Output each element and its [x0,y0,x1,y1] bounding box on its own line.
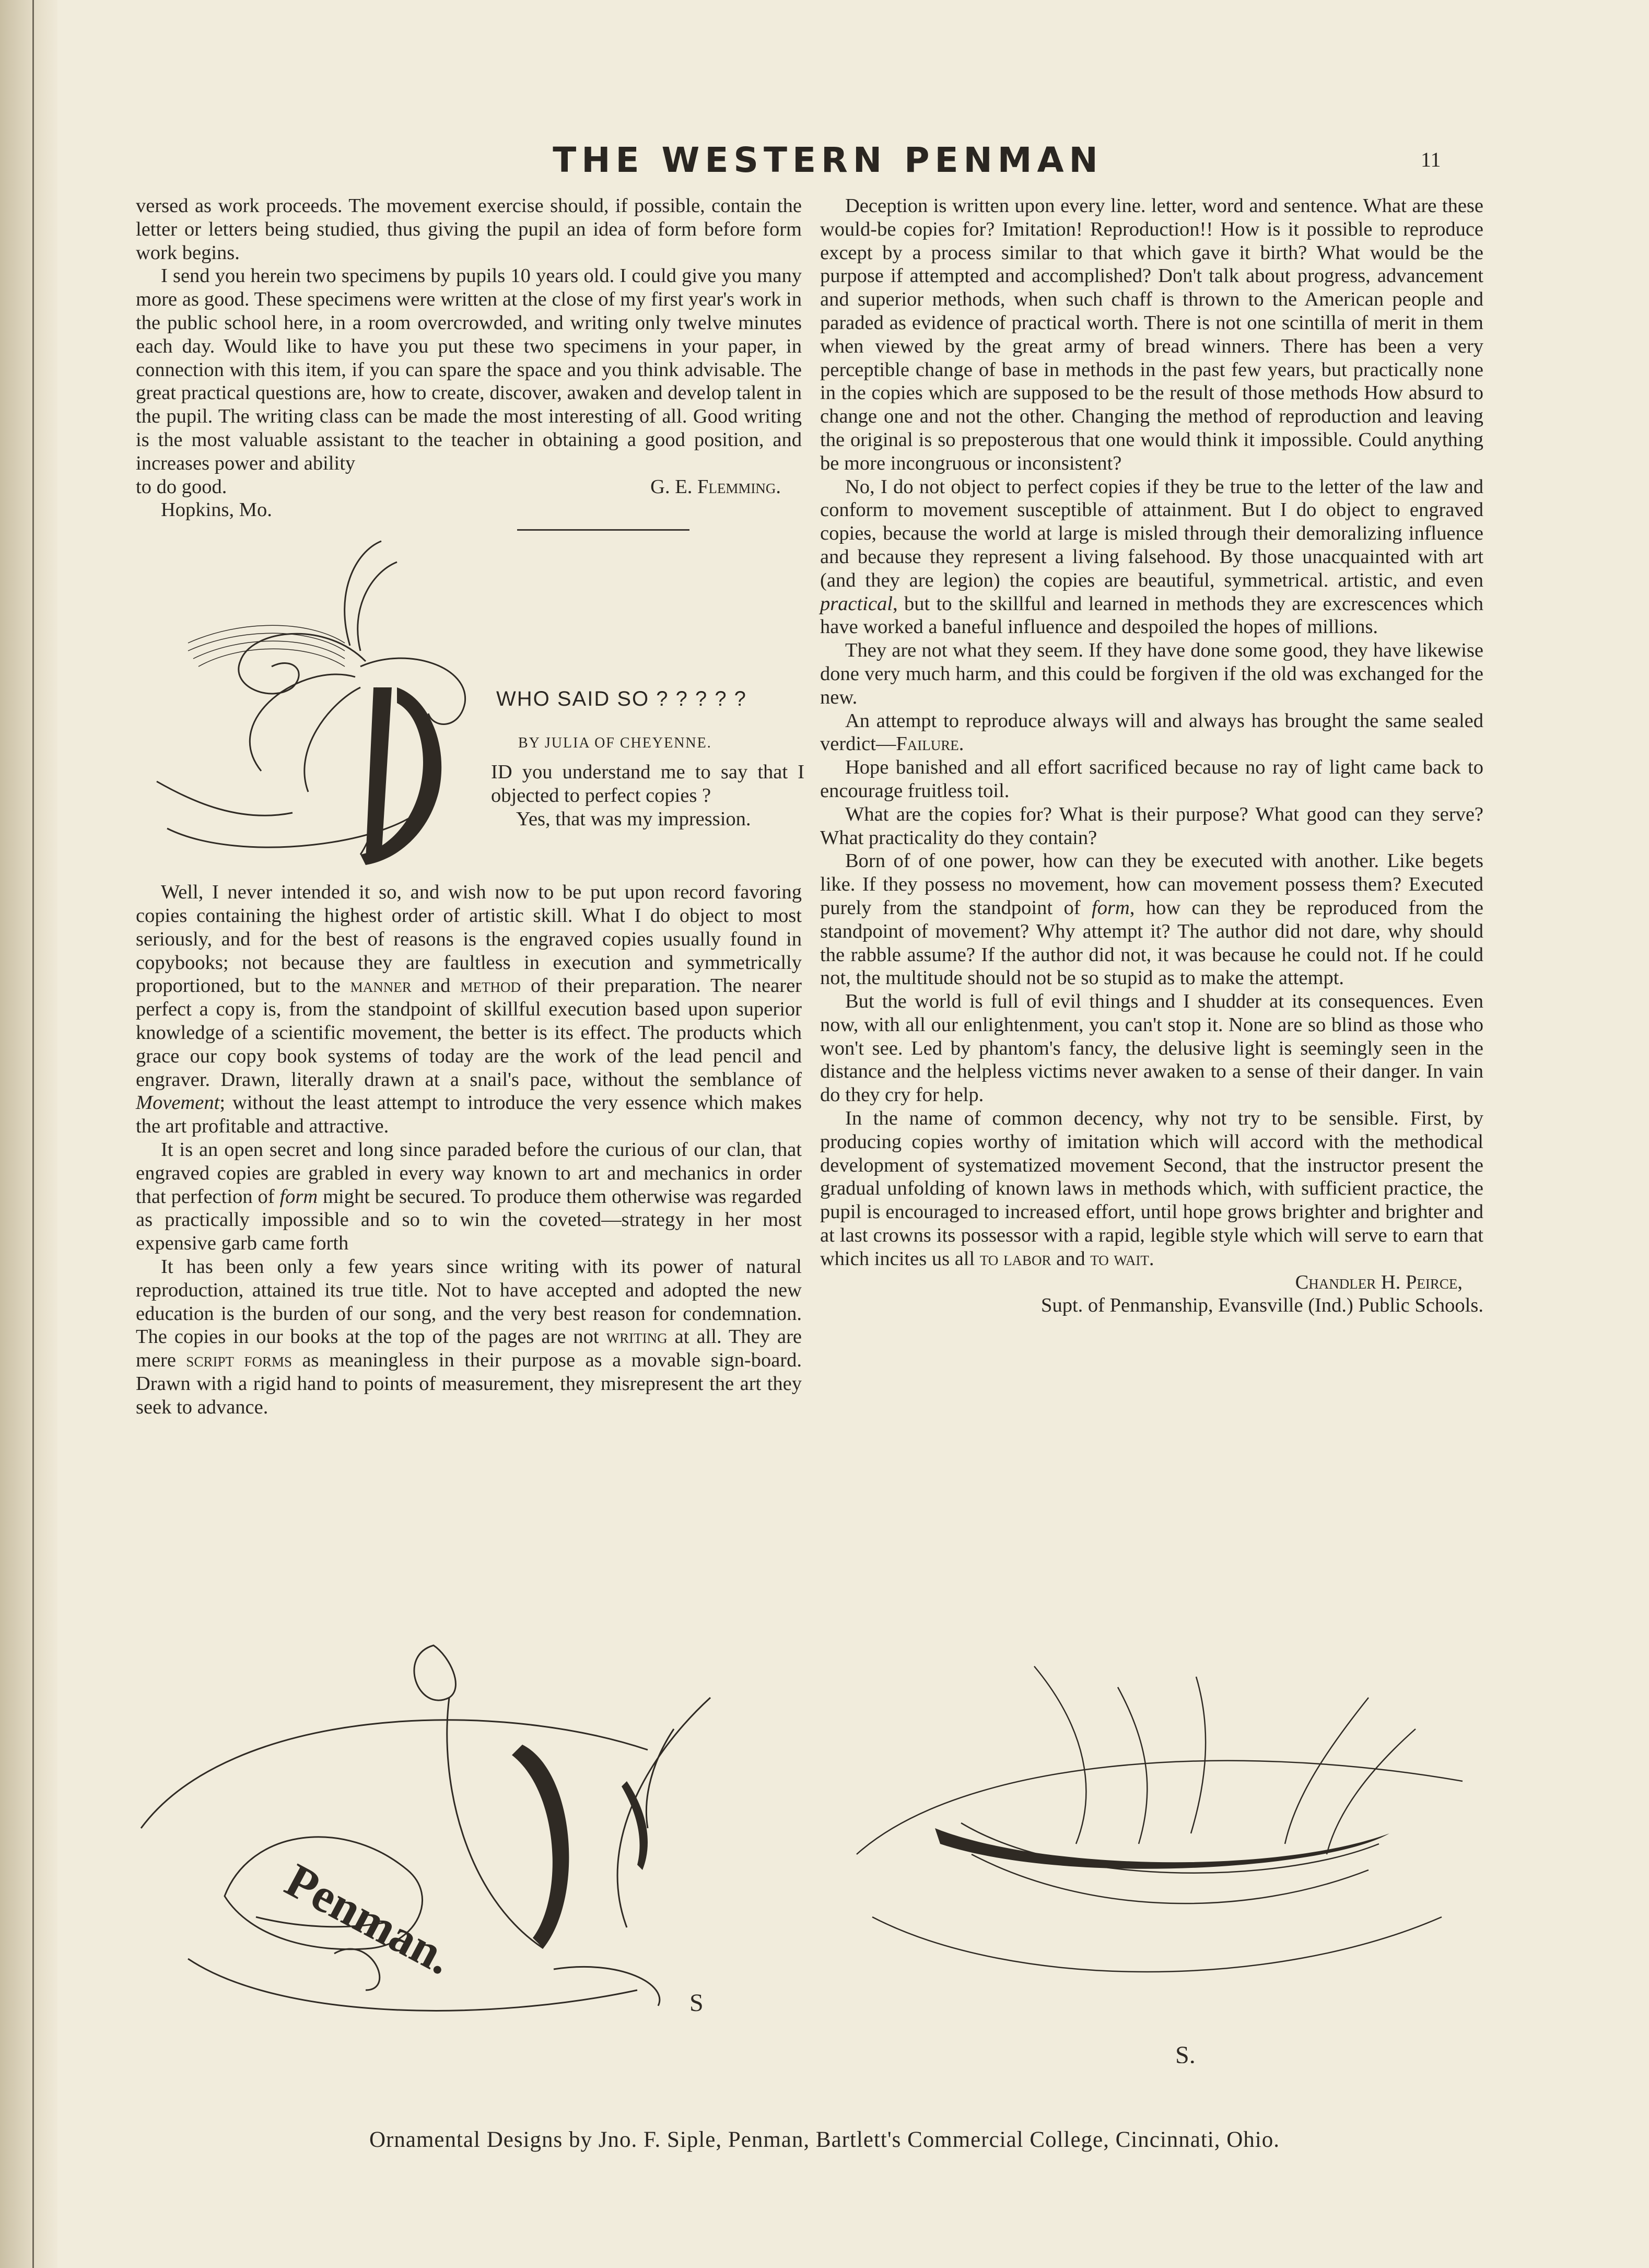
text-run: Born of of one power, how can they be executed with another. Like begets like. If they possess no movement, how can movement possess them? Executed purely from the standpoint of [820,850,1483,919]
italic-text: Movement [136,1092,220,1114]
emphasis-text: to wait. [1090,1247,1154,1270]
paragraph: They are not what they seem. If they have done some good, they have likewise done very much harm, and this could be forgiven if the old was exchanged for the new. [820,639,1483,708]
text-run: , how can they be reproduced from the standpoint of movement? Why attempt it? The author did not dare, why should the rabble assume? If the author did not, it was because he could not. If he could not, the multitude should not be so stupid as to make the attempt. [820,896,1483,989]
italic-text: practical [820,592,893,615]
penman-lettering: Penman. [277,1853,462,1985]
left-column [136,194,802,1419]
text-run: as meaningless in their purpose as a movable sign-board. Drawn with a rigid hand to points of measurement, they misrepresent the art they seek to advance. [136,1349,802,1418]
text-run: might be secured. To produce them otherwise was regarded as practically impossible and so to win the coveted—strategy in her most expensive garb came forth [136,1185,802,1255]
paragraph [136,881,802,1138]
gutter-edge [32,0,34,2268]
text-run: No, I do not object to perfect copies if they be true to the letter of the law and conform to movement susceptible of attainment. But I do object to engraved copies, because the world at large is misled through their demoralizing influence and because they represent a living falsehood. By those unacquainted with art (and they are legion) the copies are beautiful, symmetrical. artistic, and even [820,475,1483,591]
paragraph [820,849,1483,990]
signature-peirce: Chandler H. Peirce, [1295,1271,1463,1293]
text-run: It is an open secret and long since paraded before the curious of our clan, that engraved copies are grabled in every way known to art and mechanics in order that perfection of [136,1138,802,1208]
signoff-line [136,475,802,499]
signature-right: S. [1175,2041,1196,2063]
signature-title: Supt. of Penmanship, Evansville (Ind.) Public Schools. [1041,1294,1483,1317]
masthead-title: THE WESTERN PENMAN [553,140,1103,180]
text-run: ; without the least attempt to introduce the very essence which makes the art profitable and attractive. [136,1092,802,1138]
paragraph [820,475,1483,639]
paragraph: What are the copies for? What is their purpose? What good can they serve? What practicality do they contain? [820,803,1483,849]
text-run: and [1056,1247,1085,1270]
article-title: WHO SAID SO ? ? ? ? ? [496,687,747,711]
italic-text: form [1092,896,1130,919]
text-run: An attempt to reproduce always will and always has brought the same sealed verdict— [820,709,1483,755]
article-opening [136,531,802,881]
paragraph: Yes, that was my impression. [516,808,751,830]
bird-flourish-icon [857,1666,1463,1972]
text-run: , but to the skillful and learned in methods they are excrescences which have worked a baneful influence and despoiled the hopes of millions. [820,592,1483,638]
page-header [0,140,1649,187]
italic-text: form [279,1185,318,1208]
text-run: Well, I never intended it so, and wish now to be put upon record favoring copies containing the highest order of artistic skill. What I do object to most seriously, and for the best of reasons is the engraved copies usually found in copybooks; not because they are faultless in execution and symmetrically proportioned, but to the [136,881,802,997]
flourished-initial-d-icon [136,531,501,881]
emphasis-text: writing [606,1326,668,1348]
paragraph: I send you herein two specimens by pupils 10 years old. I could give you many more as good. These specimens were written at the close of my first year's work in the public school here, in a room overcrowded, and writing only twelve minutes each day. Would like to have you put these two specimens in your paper, in connection with this item, if you can spare the space and you think advisable. The great practical questions are, how to create, discover, awaken and develop talent in the pupil. The writing class can be made the most interesting of all. Good writing is the most valuable assistant to the teacher in obtaining a good position, and increases power and ability [136,265,802,474]
book-gutter [0,0,57,2268]
signature-left: S [689,1989,704,2017]
text-run: at all. They are mere [136,1326,802,1372]
flourish-shade-icon [935,1828,1389,1869]
paragraph: Deception is written upon every line. letter, word and sentence. What are these would-be copies for? Imitation! Reproduction!! How is it possible to reproduce except by a process similar to that which gave it birth? What would be the purpose if attempted and accomplished? Don't talk about progress, advancement and superior methods, when such chaff is thrown to the American people and paraded as evidence of practical worth. There is not one scintilla of merit in them when viewed by the great army of bread winners. There has been a very perceptible change of base in methods in the past few years, but practically none in the copies which are supposed to be the result of those methods How absurd to change one and not the other. Changing the method of reproduction and leaving the original is so preposterous that one would think it impossible. Could anything be more incongruous or inconsistent? [820,195,1483,474]
ornamental-designs [125,1624,1515,2063]
text-run: of their preparation. The nearer perfect a copy is, from the standpoint of skillful execution based upon superior knowledge of a scientific movement, the better is its effect. The products which grace our copy book systems of today are the work of the lead pencil and engraver. Drawn, literally drawn at a snail's pace, without the semblance of [136,975,802,1091]
text-run: and [421,975,451,997]
signature-flemming: G. E. Flemming. [650,475,781,498]
drop-cap-text [491,761,804,831]
paragraph: But the world is full of evil things and I shudder at its consequences. Even now, with all our enlightenment, you can't stop it. None are so blind as those who won't see. Led by phantom's fancy, the delusive light is seemingly seen in the distance and the helpless victims never awaken to a sense of their danger. In vain do they cry for help. [820,990,1483,1106]
emphasis-text: to labor [979,1247,1051,1270]
emphasis-text: Failure. [896,733,964,755]
paragraph [820,1107,1483,1271]
article-title-box [496,687,810,755]
signoff-text: to do good. [136,475,227,498]
ornament-caption: Ornamental Designs by Jno. F. Siple, Penman, Bartlett's Commercial College, Cincinnati, Ohio. [369,2127,1280,2152]
paragraph: versed as work proceeds. The movement exercise should, if possible, contain the letter or letters being studied, thus giving the pupil an idea of form before form work begins. [136,195,802,264]
emphasis-text: method [460,975,521,997]
flourish-shade-icon [512,1745,569,1948]
paragraph: Hope banished and all effort sacrificed because no ray of light came back to encourage fruitless toil. [820,756,1483,802]
emphasis-text: script forms [186,1349,292,1372]
text-run: It has been only a few years since writing with its power of natural reproduction, attained its true title. Not to have accepted and adopted the new education is the burden of our song, and the very best reason for condemnation. The copies in our books at the top of the pages are not [136,1255,802,1348]
paragraph [820,709,1483,756]
page-number: 11 [1421,148,1441,171]
paragraph: ID you understand me to say that I objected to perfect copies ? [491,761,804,806]
right-column [820,194,1483,1317]
place-line: Hopkins, Mo. [161,499,272,521]
emphasis-text: manner [350,975,412,997]
text-run: In the name of common decency, why not try to be sensible. First, by producing copies worthy of imitation which will accord with the methodical development of systematized movement Second, that the instructor present the gradual unfolding of known laws in methods which, with sufficient practice, the pupil is encouraged to increased effort, until hope grows brighter and brighter and at last crowns its possessor with a rapid, legible style which will serve to earn that which incites us all [820,1107,1483,1270]
paragraph [136,1255,802,1419]
article-byline: BY JULIA OF CHEYENNE. [518,734,712,751]
paragraph [136,1138,802,1255]
